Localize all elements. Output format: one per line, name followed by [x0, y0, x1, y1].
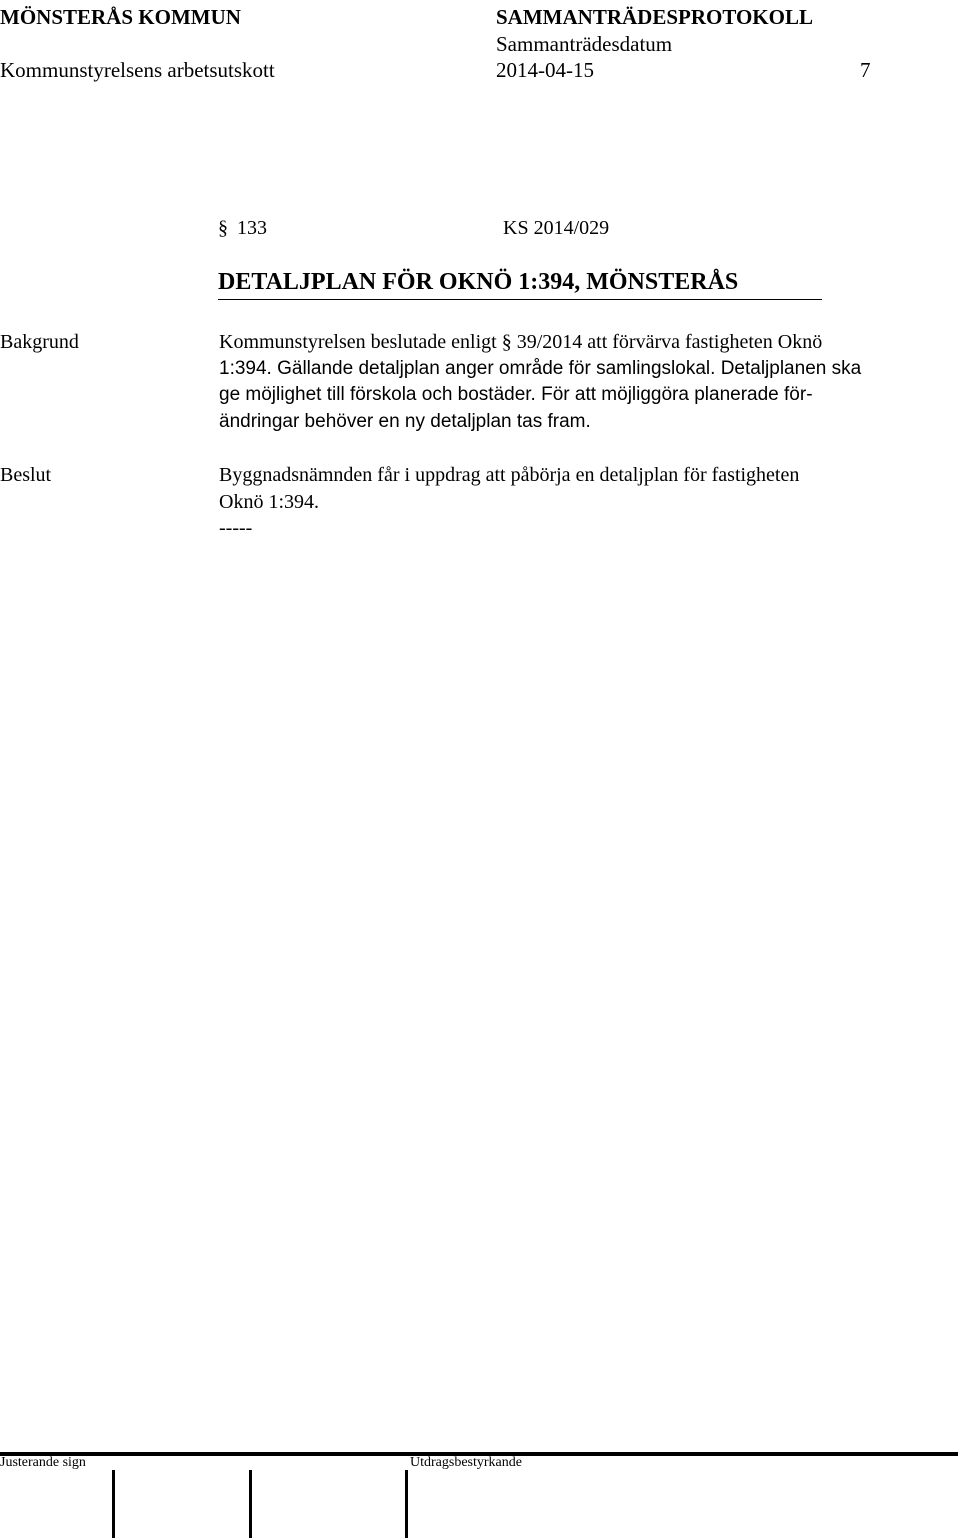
signature-box-divider — [112, 1470, 115, 1538]
decision-end-marker: ----- — [219, 517, 253, 539]
background-line-2: 1:394. Gällande detaljplan anger område för samlingslokal. Detaljplanen ska — [219, 357, 862, 379]
page-number: 7 — [860, 58, 871, 82]
background-line-1: Kommunstyrelsen beslutade enligt § 39/2014 att förvärva fastigheten Oknö — [219, 331, 823, 353]
signature-box-divider — [249, 1470, 252, 1538]
background-line-3: ge möjlighet till förskola och bostäder. För att möjliggöra planerade för- — [219, 384, 813, 405]
background-line-4: ändringar behöver en ny detaljplan tas fram. — [219, 410, 591, 432]
committee-name: Kommunstyrelsens arbetsutskott — [0, 58, 275, 82]
organization-name: MÖNSTERÅS KOMMUN — [0, 5, 241, 29]
background-text — [219, 329, 939, 435]
adjuster-sign-label: Justerande sign — [0, 1455, 86, 1470]
decision-line-2: Oknö 1:394. — [219, 490, 319, 513]
case-number: KS 2014/029 — [503, 217, 610, 239]
title-underline — [218, 299, 822, 300]
decision-line-1: Byggnadsnämnden får i uppdrag att påbörja en detaljplan för fastigheten — [219, 464, 800, 486]
date-label: Sammanträdesdatum — [496, 32, 673, 56]
document-type: SAMMANTRÄDESPROTOKOLL — [496, 5, 813, 29]
extract-certification-label: Utdragsbestyrkande — [410, 1455, 522, 1470]
meeting-date: 2014-04-15 — [496, 58, 594, 82]
section-number: 133 — [237, 217, 267, 239]
section-symbol: § — [218, 217, 228, 239]
decision-label: Beslut — [0, 464, 52, 486]
background-label: Bakgrund — [0, 331, 79, 353]
item-title: DETALJPLAN FÖR OKNÖ 1:394, MÖNSTERÅS — [218, 269, 739, 295]
signature-box-divider — [405, 1470, 408, 1538]
decision-text — [219, 462, 939, 542]
